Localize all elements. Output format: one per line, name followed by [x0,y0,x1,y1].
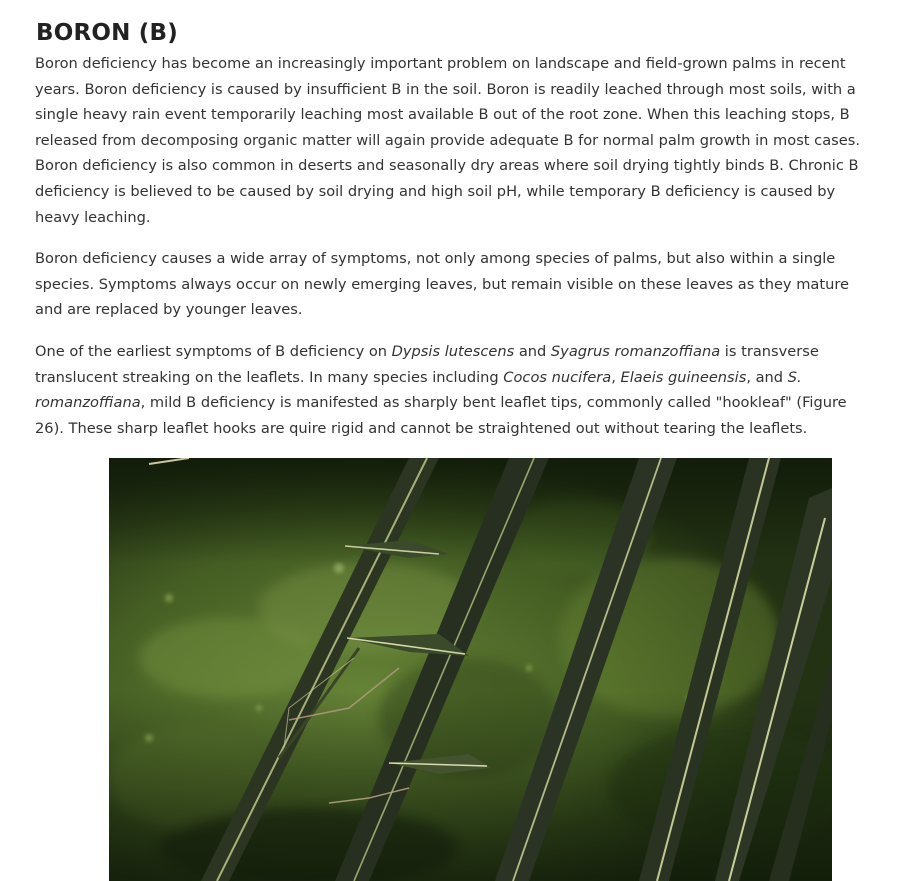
hookleaf-photo-illustration [109,458,832,881]
species-syagrus-romanzoffiana: Syagrus romanzoffiana [550,342,721,360]
species-s-romanzoffiana: S. romanzoffiana [35,368,802,412]
paragraph-3-text-5: , and [746,368,788,386]
paragraph-3-text-1: One of the earliest symptoms of B deficiency on [35,342,392,360]
paragraph-3-text-3: is transverse translucent streaking on the leaflets. In many species including [35,342,819,386]
figure-hookleaf-photo [109,458,832,881]
article-body [35,51,871,457]
paragraph-3-text-6: , mild B deficiency is manifested as sharply bent leaflet tips, commonly called "hookleaf" (Figure 26). These sharp leaflet hooks are quire rigid and cannot be straightened out without tearing the leaflets. [35,394,847,437]
paragraph-3 [35,339,871,441]
paragraph-3-text-4: , [611,368,621,386]
section-heading: BORON (B) [36,20,178,46]
species-elaeis-guineensis: Elaeis guineensis [620,368,747,386]
species-cocos-nucifera: Cocos nucifera [503,368,612,386]
paragraph-3-text-2: and [514,342,551,360]
paragraph-2: Boron deficiency causes a wide array of symptoms, not only among species of palms, but also within a single species. Symptoms always occur on newly emerging leaves, but remain visible on these leaves as they mature and are replaced by younger leaves. [35,250,850,319]
species-dypsis-lutescens: Dypsis lutescens [391,342,515,360]
paragraph-1: Boron deficiency has become an increasingly important problem on landscape and field-grown palms in recent years. Boron deficiency is caused by insufficient B in the soil. Boron is readily leached through most soils, with a single heavy rain event temporarily leaching most available B out of the root zone. When this leaching stops, B released from decomposing organic matter will again provide adequate B for normal palm growth in most cases. Boron deficiency is also common in deserts and seasonally dry areas where soil drying tightly binds B. Chronic B deficiency is believed to be caused by soil drying and high soil pH, while temporary B deficiency is caused by heavy leaching. [35,55,860,226]
